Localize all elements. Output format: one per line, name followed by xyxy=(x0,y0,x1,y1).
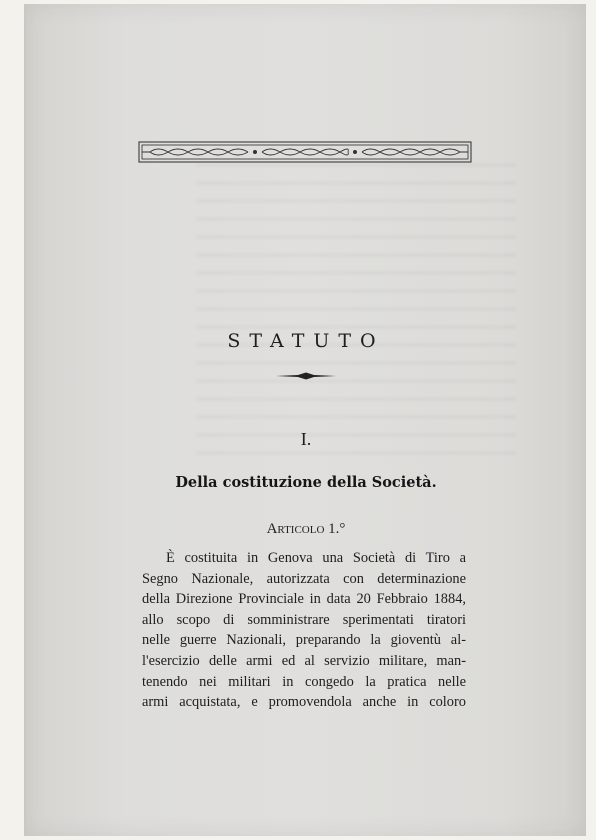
body-line: armi acquistata, e promovendola anche in coloro xyxy=(142,694,466,711)
show-through-text xyxy=(196,154,516,454)
article-heading: Articolo 1.° xyxy=(266,521,346,537)
title-divider-ornament xyxy=(276,372,336,380)
body-line: allo scopo di somministrare sperimentati tiratori xyxy=(142,611,466,628)
body-line: nelle guerre Nazionali, preparando la gioventù al- xyxy=(142,632,466,649)
body-line: Segno Nazionale, autorizzata con determinazione xyxy=(142,570,466,587)
section-heading: Della costituzione della Società. xyxy=(175,474,437,491)
body-line: tenendo nei militari in congedo la pratica nelle xyxy=(142,673,466,690)
decorative-border-ornament xyxy=(138,140,472,164)
body-line: della Direzione Provinciale in data 20 Febbraio 1884, xyxy=(142,591,466,608)
article-body xyxy=(142,548,466,713)
section-number: I. xyxy=(300,429,312,449)
body-line: l'esercizio delle armi ed al servizio militare, man- xyxy=(142,652,466,669)
document-page xyxy=(26,4,586,836)
body-line: È costituita in Genova una Società di Tiro a xyxy=(166,550,466,566)
document-title: STATUTO xyxy=(227,330,385,352)
